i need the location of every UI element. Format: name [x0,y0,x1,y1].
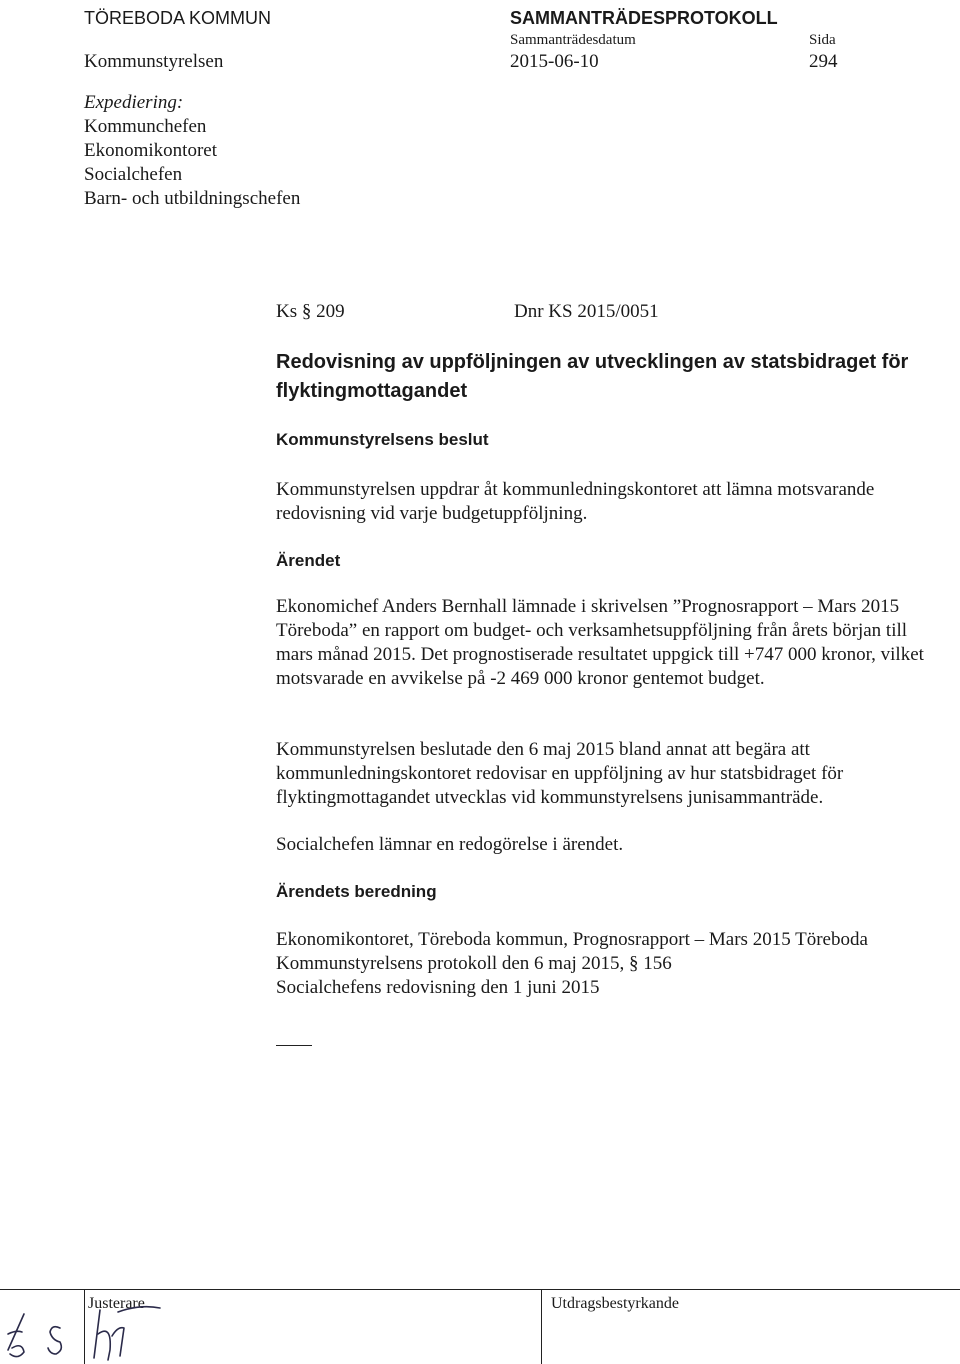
decision-heading: Kommunstyrelsens beslut [276,430,489,449]
page-label: Sida [809,32,836,48]
footer-divider [541,1289,542,1364]
section-title: Redovisning av uppföljningen av utvecklingen av statsbidraget för flyktingmottagandet [276,351,909,402]
preparation-heading: Ärendets beredning [276,882,437,901]
recipient: Socialchefen [84,164,183,185]
board-name: Kommunstyrelsen [84,51,224,72]
recipient: Barn- och utbildningschefen [84,188,301,209]
recipient: Ekonomikontoret [84,140,217,161]
preparation-list [276,928,936,1000]
certification-label: Utdragsbestyrkande [551,1295,679,1312]
end-rule [276,1045,312,1046]
matter-heading: Ärendet [276,551,341,570]
organization-name: TÖREBODA KOMMUN [84,8,272,28]
matter-paragraph: Socialchefen lämnar en redogörelse i ärendet. [276,834,624,855]
decision-text: Kommunstyrelsen uppdrar åt kommunledningskontoret att lämna motsvarande redovisning vid varje budgetuppföljning. [276,479,875,524]
distribution-label: Expediering: [84,92,184,113]
preparation-item: Kommunstyrelsens protokoll den 6 maj 2015, § 156 [276,953,672,974]
matter-paragraph: Kommunstyrelsen beslutade den 6 maj 2015 bland annat att begära att kommunledningskontoret redovisar en uppföljning av hur statsbidraget för flyktingmottagandet utvecklas vid kommunstyrelsens junisammanträde. [276,739,844,808]
diary-number: Dnr KS 2015/0051 [514,301,659,322]
paragraph-reference: Ks § 209 [276,301,345,322]
meeting-date: 2015-06-10 [510,51,599,72]
matter-paragraph: Ekonomichef Anders Bernhall lämnade i skrivelsen ”Prognosrapport – Mars 2015 Töreboda” en rapport om budget- och verksamhetsuppföljning från årets början till mars månad 2015. Det prognostiserade resultatet uppgick till +747 000 kronor, vilket motsvarade en avvikelse på -2 469 000 kronor gentemot budget. [276,596,924,689]
recipient: Kommunchefen [84,116,207,137]
handwritten-initials [0,1290,200,1364]
adjusters-label: Justerare [88,1295,145,1312]
distribution-list [84,91,300,211]
preparation-item: Ekonomikontoret, Töreboda kommun, Prognosrapport – Mars 2015 Töreboda [276,929,868,950]
page-number: 294 [809,51,838,72]
document-type: SAMMANTRÄDESPROTOKOLL [510,8,778,28]
preparation-item: Socialchefens redovisning den 1 juni 2015 [276,977,600,998]
meeting-date-label: Sammanträdesdatum [510,32,636,48]
